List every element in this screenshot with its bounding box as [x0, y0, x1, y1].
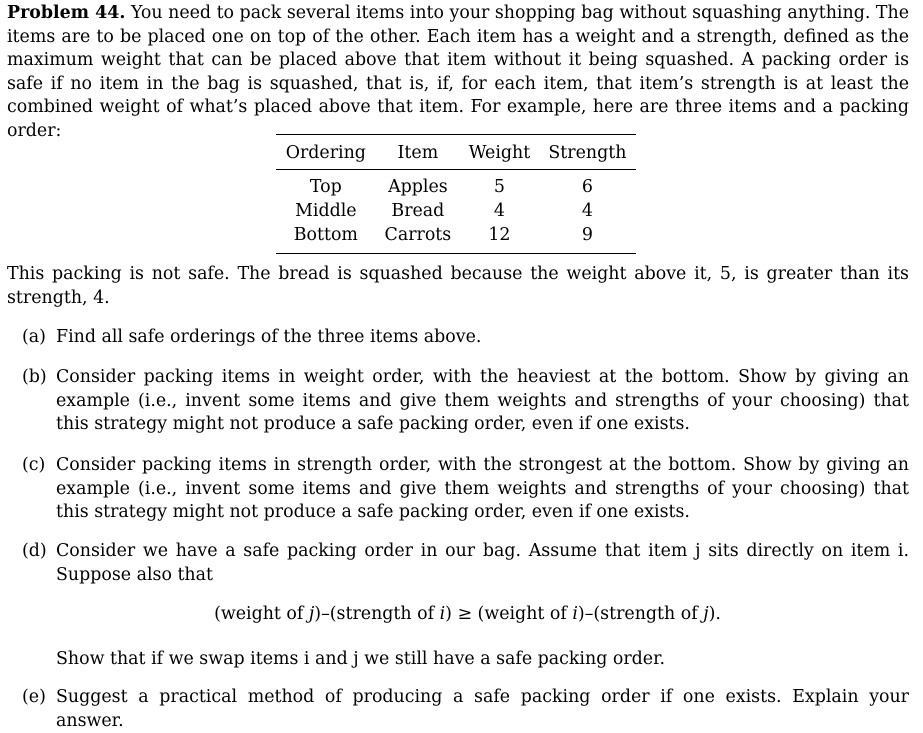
header-ordering: Ordering	[276, 135, 376, 170]
cell-weight: 4	[493, 201, 505, 221]
table-row	[276, 199, 636, 223]
formula-var: j	[703, 604, 709, 624]
part-label: (a)	[22, 327, 46, 347]
part-label: (d)	[22, 541, 47, 561]
header-item: Item	[376, 135, 460, 170]
problem-label: Problem 44.	[7, 3, 126, 23]
part-d	[22, 540, 909, 587]
part-text: Find all safe orderings of the three items above.	[56, 327, 482, 347]
formula-text: )–(strength of	[577, 604, 704, 624]
formula-text: ).	[708, 604, 721, 624]
part-label: (e)	[22, 687, 46, 707]
part-c	[22, 454, 909, 525]
header-strength: Strength	[539, 135, 636, 170]
cell-strength: 4	[581, 201, 593, 221]
part-text: Consider packing items in strength order, with the strongest at the bottom. Show by giving an example (i.e., invent some items and give them weights and strengths of your choosing) that this strategy might not produce a safe packing order, even if one exists.	[56, 455, 909, 522]
cell-strength: 9	[539, 223, 636, 254]
part-e	[22, 686, 909, 733]
part-a	[22, 326, 909, 350]
cell-item: Apples	[376, 170, 460, 200]
formula-var: j	[308, 604, 315, 624]
after-table-text: This packing is not safe. The bread is squashed because the weight above it, 5, is greater than its strength, 4.	[7, 264, 909, 308]
header-weight: Weight	[460, 135, 539, 170]
cell-ordering: Top	[276, 170, 376, 200]
part-b	[22, 366, 909, 437]
swap-inequality	[0, 603, 923, 627]
cell-item: Bread	[391, 201, 445, 221]
cell-weight: 12	[460, 223, 539, 254]
part-label: (b)	[22, 367, 47, 387]
formula-text: (weight of	[214, 604, 309, 624]
part-text: Consider packing items in weight order, with the heaviest at the bottom. Show by giving an example (i.e., invent some items and give them weights and strengths of your choosing) that this strategy might not produce a safe packing order, even if one exists.	[56, 367, 909, 434]
problem-statement	[7, 2, 909, 143]
cell-weight: 5	[460, 170, 539, 200]
cell-strength: 6	[539, 170, 636, 200]
swap-claim: Show that if we swap items i and j we still have a safe packing order.	[56, 649, 665, 669]
table-row	[276, 223, 636, 254]
items-table	[276, 134, 636, 254]
formula-text: )–(strength of	[314, 604, 440, 624]
cell-ordering: Bottom	[276, 223, 376, 254]
formula-var: i	[439, 604, 446, 624]
part-text: Consider we have a safe packing order in our bag. Assume that item j sits directly on item i. Suppose also that	[56, 541, 909, 585]
formula-var: i	[572, 604, 578, 624]
cell-ordering: Middle	[295, 201, 357, 221]
part-text: Suggest a practical method of producing a safe packing order if one exists. Explain your answer.	[56, 687, 909, 731]
table-row	[276, 170, 636, 200]
part-label: (c)	[22, 455, 46, 475]
cell-item: Carrots	[376, 223, 460, 254]
formula-text: ) ≥ (weight of	[445, 604, 573, 624]
problem-intro: You need to pack several items into your shopping bag without squashing anything. The items are to be placed one on top of the other. Each item has a weight and a strength, defined as the maximum weight that can be placed above that item without it being squashed. A packing order is safe if no item in the bag is squashed, that is, if, for each item, that item’s strength is at least the combined weight of what’s placed above that item. For example, here are three items and a packing order:	[7, 3, 909, 141]
